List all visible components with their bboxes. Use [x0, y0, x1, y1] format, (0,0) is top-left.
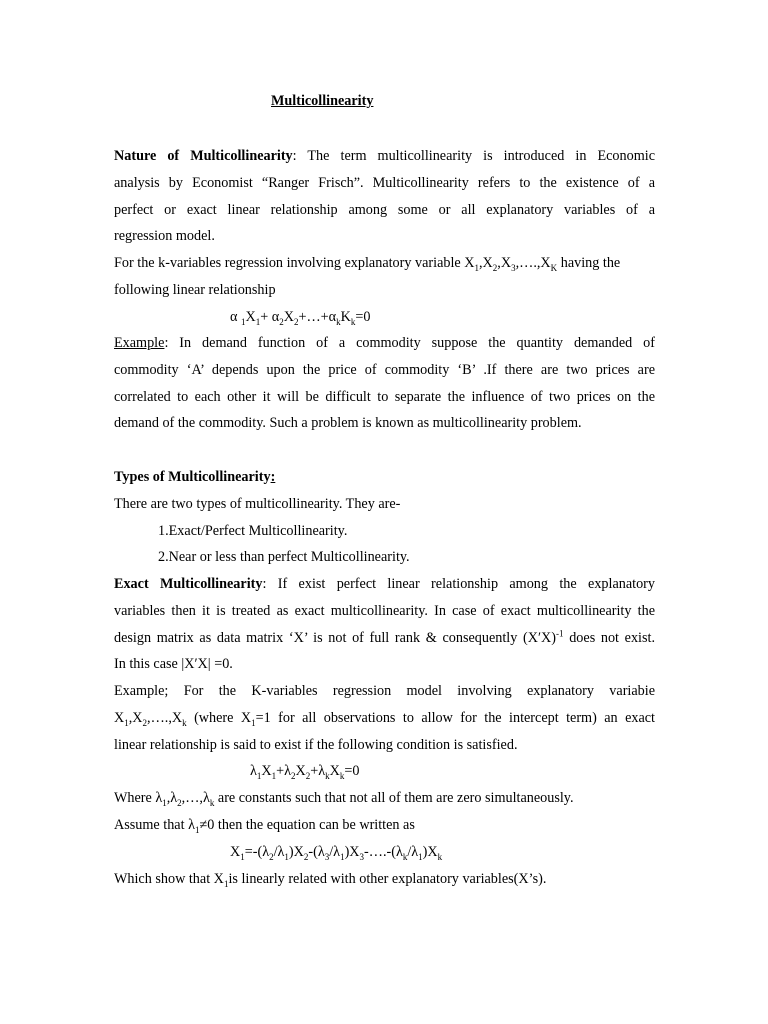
exact-line-4: In this case |X′X| =0.	[114, 656, 233, 673]
example1-line-4: demand of the commodity. Such a problem is known as multicollinearity problem.	[114, 415, 582, 432]
equation-linear-relationship: α $_1X_1+$ $\alpha_2X_2+\dots+\alpha_kK_k=0$	[230, 309, 371, 327]
types-heading: Types of Multicollinearity:	[114, 469, 276, 485]
exact-line-2: variables then it is treated as exact multicollinearity. In case of exact multicollinearity the	[114, 602, 655, 619]
page-title: Multicollinearity	[271, 93, 374, 109]
exact-line-1: Exact Multicollinearity: If exist perfect linear relationship among the explanatory	[114, 576, 655, 592]
types-item-1: 1.Exact/Perfect Multicollinearity.	[158, 522, 348, 539]
example-label: Example	[114, 335, 165, 351]
nature-line-1: Nature of Multicollinearity: The term multicollinearity is introduced in Economic	[114, 148, 655, 164]
where-line: Where $\lambda_1,\lambda_2,\dots,\lambda_k$ are constants such that not all of them are zero simultaneously.	[114, 790, 574, 808]
types-intro: There are two types of multicollinearity. They are-	[114, 495, 401, 512]
nature-line-6: following linear relationship	[114, 281, 276, 298]
example1-line-1: Example: In demand function of a commodity suppose the quantity demanded of	[114, 335, 655, 351]
example2-line-3: linear relationship is said to exist if the following condition is satisfied.	[114, 736, 518, 753]
nature-heading: Nature of Multicollinearity	[114, 148, 293, 164]
exact-line-3: design matrix as data matrix ‘X’ is not of full rank & consequently $(X'X)^{-1}$ does not exist.	[114, 627, 655, 646]
conclusion-line: Which show that $X_1is$ linearly related with other explanatory variables(X’s).	[114, 871, 547, 889]
equation-lambda-condition: $\lambda_1X_1+\lambda_2X_2+\lambda_kX_k=0$	[250, 763, 360, 781]
nature-line-3: perfect or exact linear relationship among some or all explanatory variables of a	[114, 201, 655, 218]
types-item-2: 2.Near or less than perfect Multicollinearity.	[158, 549, 410, 566]
nature-line-4: regression model.	[114, 228, 215, 245]
nature-line-5: For the k-variables regression involving explanatory variable $X_1,X_2,X_3,\dots.,X_K$ having the	[114, 255, 621, 274]
nature-line-2: analysis by Economist “Ranger Frisch”. Multicollinearity refers to the existence of a	[114, 174, 655, 191]
example2-line-2: $X_1,X_2,\dots.,X_k$ (where $X_1=1$ for all observations to allow for the intercept term) an exact	[114, 709, 655, 728]
example2-line-1: Example; For the K-variables regression model involving explanatory variabie	[114, 683, 655, 699]
equation-x1-expression: $X_1=-(\lambda_2/\lambda_1)X_2-(\lambda_3/\lambda_1)X_3-\dots.-(\lambda_k/\lambda_1)X_k$	[230, 844, 443, 862]
assume-line: Assume that $\lambda_1\ne 0$ then the equation can be written as	[114, 816, 415, 835]
exact-heading: Exact Multicollinearity	[114, 576, 263, 592]
example1-line-2: commodity ‘A’ depends upon the price of commodity ‘B’ .If there are two prices are	[114, 361, 655, 378]
example1-line-3: correlated to each other it will be difficult to separate the influence of two prices on the	[114, 388, 655, 405]
